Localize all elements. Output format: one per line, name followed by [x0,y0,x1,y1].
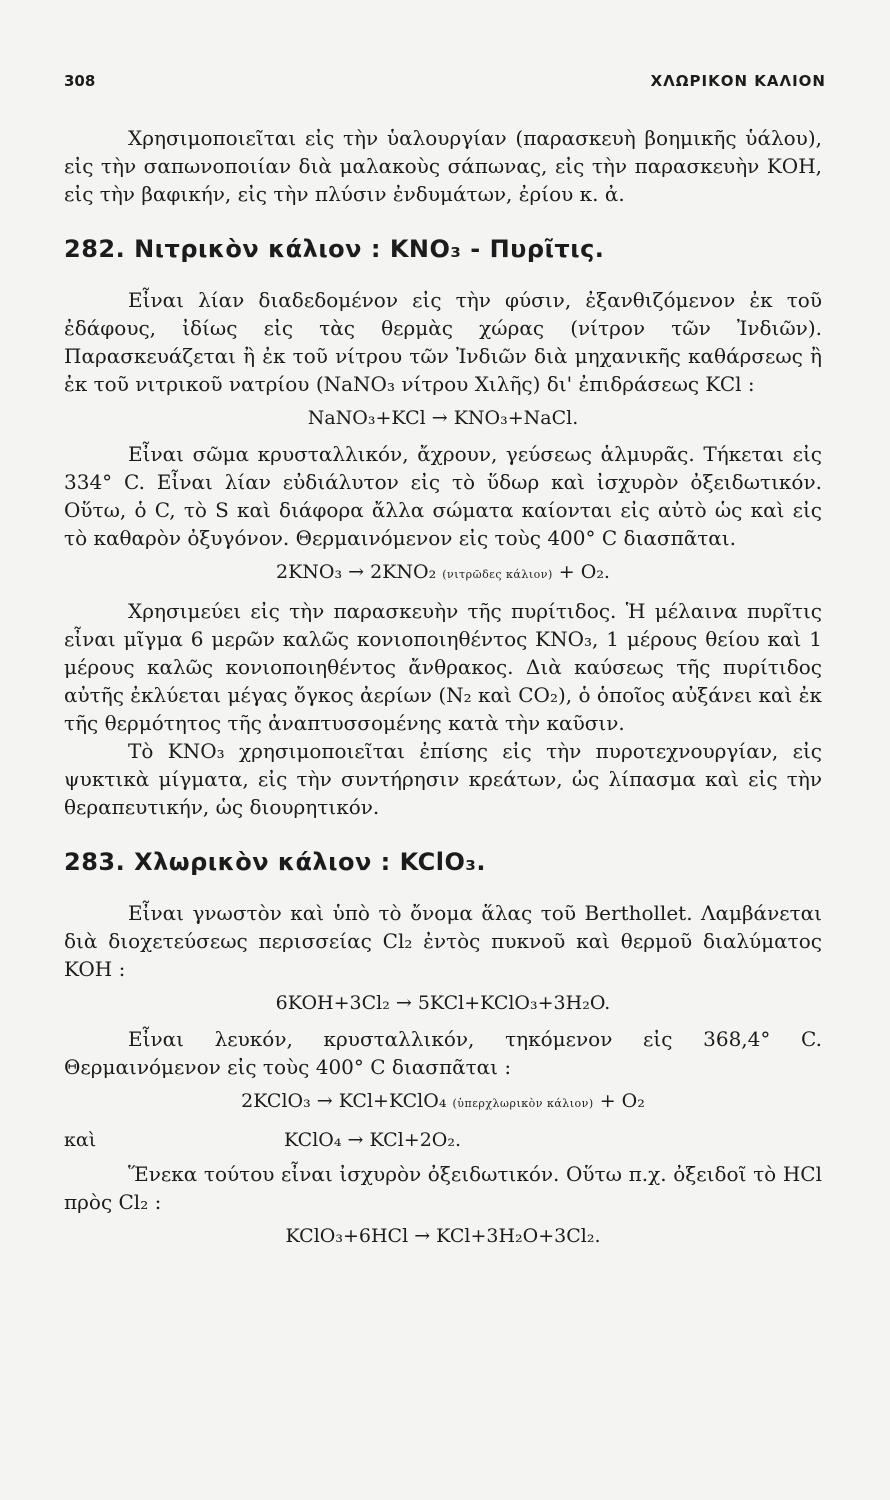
intro-paragraph: Χρησιμοποιεῖται εἰς τὴν ὑαλουργίαν (παρασκευὴ βοημικῆς ὑάλου), εἰς τὴν σαπωνοποιίαν διὰ μαλακοὺς σάπωνας, εἰς τὴν παρασκευὴν ΚΟΗ, εἰς τὴν βαφικήν, εἰς τὴν πλύσιν ἐνδυμάτων, ἐρίου κ. ἀ. [64,126,822,206]
section-283-paragraph-3: Ἕνεκα τούτου εἶναι ἰσχυρὸν ὀξειδωτικόν. Οὕτω π.χ. ὀξειδοῖ τὸ HCl πρὸς Cl₂ : [64,1162,822,1214]
equation-kno3-decomposition [64,558,822,589]
equation-kclo4-decomposition [64,1126,822,1154]
equation-end: + O₂. [558,561,610,583]
section-283-paragraph-2: Εἶναι λευκόν, κρυσταλλικόν, τηκόμενον εἰς 368,4° C. Θερμαινόμενον εἰς τοὺς 400° C διασπᾶται : [64,1027,822,1079]
equation-note: (νιτρῶδες κάλιον) [442,568,553,581]
equation-nano3-kcl: NaNO₃+KCl → KNO₃+NaCl. [307,407,579,429]
section-283-paragraph-1: Εἶναι γνωστὸν καὶ ὑπὸ τὸ ὄνομα ἅλας τοῦ Berthollet. Λαμβάνεται διὰ διοχετεύσεως περισσείας Cl₂ ἐντὸς πυκνοῦ καὶ θερμοῦ διαλύματος KOH : [64,901,822,981]
equation-main: 2KClO₃ → KCl+KClO₄ [241,1090,447,1112]
equation-koh-cl2: 6KOH+3Cl₂ → 5KCl+KClO₃+3H₂O. [275,992,611,1014]
equation-kclo3-hcl: KClO₃+6HCl → KCl+3H₂O+3Cl₂. [285,1225,601,1247]
section-282-paragraph-1: Εἶναι λίαν διαδεδομένον εἰς τὴν φύσιν, ἐξανθιζόμενον ἐκ τοῦ ἐδάφους, ἰδίως εἰς τὰς θερμὰς χώρας (νίτρον τῶν Ἰνδιῶν). Παρασκευάζεται ἢ ἐκ τοῦ νίτρου τῶν Ἰνδιῶν διὰ μηχανικῆς καθάρσεως ἢ ἐκ τοῦ νιτρικοῦ νατρίου (NaNO₃ νίτρου Χιλῆς) δι' ἐπιδράσεως KCl : [64,288,822,396]
section-282-paragraph-3: Χρησιμεύει εἰς τὴν παρασκευὴν τῆς πυρίτιδος. Ἡ μέλαινα πυρῖτις εἶναι μῖγμα 6 μερῶν καλῶς κονιοποιηθέντος KNO₃, 1 μέρους θείου καὶ 1 μέρους καλῶς κονιοποιηθέντος ἄνθρακος. Διὰ καύσεως τῆς πυρίτιδος αὐτῆς ἐκλύεται μέγας ὄγκος ἀερίων (N₂ καὶ CO₂), ὁ ὁποῖος αὐξάνει καὶ ἐκ τῆς θερμότητος τῆς ἀναπτυσσομένης κατὰ τὴν καῦσιν. [64,599,822,735]
section-283-heading: 283. Χλωρικὸν κάλιον : KClO₃. [64,848,487,876]
equation-end: + O₂ [599,1090,645,1112]
page-number: 308 [64,72,96,90]
equation-label: καὶ [64,1129,97,1151]
equation-kclo3-decomposition [64,1087,822,1118]
section-282-paragraph-2: Εἶναι σῶμα κρυσταλλικόν, ἄχρουν, γεύσεως ἁλμυρᾶς. Τήκεται εἰς 334° C. Εἶναι λίαν εὐδιάλυτον εἰς τὸ ὕδωρ καὶ ἰσχυρὸν ὀξειδωτικόν. Οὕτω, ὁ C, τὸ S καὶ διάφορα ἄλλα σώματα καίονται εἰς αὐτὸ ὡς καὶ εἰς τὸ καθαρὸν ὀξυγόνον. Θερμαινόμενον εἰς τοὺς 400° C διασπᾶται. [64,442,822,550]
section-282-heading: 282. Νιτρικὸν κάλιον : ΚΝΟ₃ - Πυρῖτις. [64,235,605,263]
page-header [0,72,890,102]
section-282-paragraph-4: Τὸ KNO₃ χρησιμοποιεῖται ἐπίσης εἰς τὴν πυροτεχνουργίαν, εἰς ψυκτικὰ μίγματα, εἰς τὴν συντήρησιν κρεάτων, ὡς λίπασμα καὶ εἰς τὴν θεραπευτικήν, ὡς διουρητικόν. [64,739,822,819]
equation-expression: KClO₄ → KCl+2O₂. [284,1129,462,1151]
page-body [64,124,822,1258]
running-title: ΧΛΩΡΙΚΟΝ ΚΑΛΙΟΝ [650,72,826,90]
equation-note: (ὑπερχλωρικὸν κάλιον) [452,1097,594,1110]
equation-main: 2KNO₃ → 2KNO₂ [276,561,437,583]
